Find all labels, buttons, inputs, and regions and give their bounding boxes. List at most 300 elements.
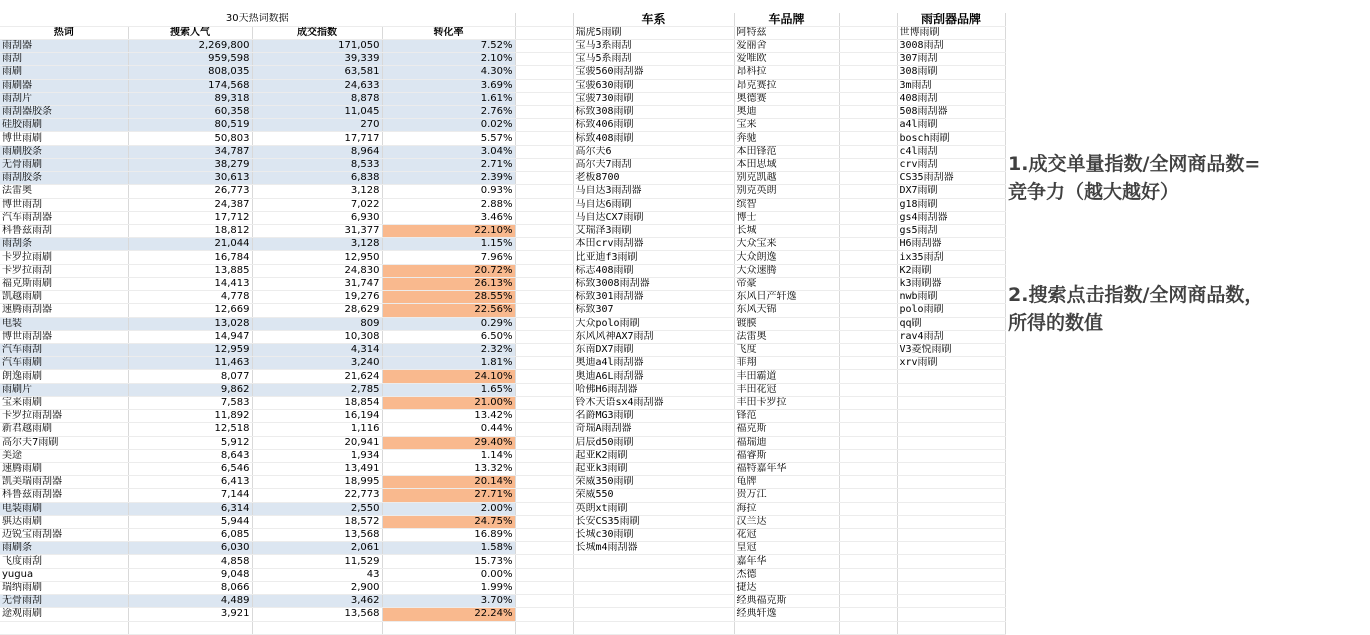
empty-cell[interactable] [515,66,573,79]
brand-cell[interactable]: 丰田霸道 [734,370,839,383]
empty-cell[interactable] [515,251,573,264]
rate-cell[interactable]: 5.57% [382,132,515,145]
empty-cell[interactable] [515,357,573,370]
series-cell[interactable]: 宝骏560雨刮器 [573,66,734,79]
empty-cell[interactable] [515,119,573,132]
empty-cell[interactable] [515,317,573,330]
deal-cell[interactable]: 16,194 [252,410,382,423]
rate-cell[interactable]: 22.56% [382,304,515,317]
empty-cell[interactable] [839,211,897,224]
search-cell[interactable]: 2,269,800 [128,39,252,52]
deal-cell[interactable]: 63,581 [252,66,382,79]
wiper-brand-cell[interactable]: rav4雨刮 [897,330,1005,343]
rate-cell[interactable]: 20.72% [382,264,515,277]
series-cell[interactable]: 标致301雨刮器 [573,291,734,304]
search-cell[interactable]: 6,546 [128,462,252,475]
brand-cell[interactable]: 福瑞迪 [734,436,839,449]
keyword-cell[interactable]: 速腾雨刷 [0,462,128,475]
rate-cell[interactable]: 1.15% [382,238,515,251]
deal-cell[interactable]: 809 [252,317,382,330]
rate-cell[interactable]: 2.00% [382,502,515,515]
rate-cell[interactable]: 1.99% [382,581,515,594]
empty-cell[interactable] [515,145,573,158]
keyword-cell[interactable]: 高尔夫7雨刷 [0,436,128,449]
brand-cell[interactable]: 经典福克斯 [734,595,839,608]
keyword-cell[interactable]: 汽车雨刮 [0,343,128,356]
search-cell[interactable]: 6,413 [128,476,252,489]
empty-cell[interactable] [839,370,897,383]
empty-cell[interactable] [515,79,573,92]
empty-cell[interactable] [839,26,897,39]
brand-cell[interactable]: 大众朗逸 [734,251,839,264]
keyword-cell[interactable]: yugua [0,568,128,581]
wiper-brand-header-cell[interactable]: 雨刮器品牌 [897,13,1005,26]
rate-cell[interactable]: 21.00% [382,396,515,409]
empty-cell[interactable] [897,383,1005,396]
search-cell[interactable]: 38,279 [128,158,252,171]
empty-cell[interactable] [515,92,573,105]
search-cell[interactable]: 13,885 [128,264,252,277]
empty-cell[interactable] [839,145,897,158]
deal-cell[interactable]: 8,964 [252,145,382,158]
search-cell[interactable]: 18,812 [128,225,252,238]
search-cell[interactable]: 6,030 [128,542,252,555]
rate-cell[interactable]: 3.04% [382,145,515,158]
search-cell[interactable]: 9,862 [128,383,252,396]
empty-cell[interactable] [515,330,573,343]
deal-cell[interactable]: 1,934 [252,449,382,462]
empty-cell[interactable] [839,238,897,251]
rate-cell[interactable]: 1.14% [382,449,515,462]
deal-cell[interactable]: 11,529 [252,555,382,568]
brand-cell[interactable]: 镀膜 [734,317,839,330]
search-cell[interactable]: 4,858 [128,555,252,568]
empty-cell[interactable] [897,595,1005,608]
series-cell[interactable]: 东南DX7雨刷 [573,343,734,356]
keyword-cell[interactable]: 硅胶雨刷 [0,119,128,132]
series-cell[interactable]: 铃木天语sx4雨刮器 [573,396,734,409]
empty-cell[interactable] [897,542,1005,555]
keyword-cell[interactable]: 新君越雨刷 [0,423,128,436]
empty-cell[interactable] [515,476,573,489]
empty-cell[interactable] [839,132,897,145]
empty-cell[interactable] [839,304,897,317]
search-cell[interactable]: 4,778 [128,291,252,304]
empty-cell[interactable] [839,264,897,277]
series-cell[interactable]: 艾瑞泽3雨刷 [573,225,734,238]
wiper-brand-cell[interactable]: 408雨刮 [897,92,1005,105]
empty-cell[interactable] [515,198,573,211]
deal-cell[interactable]: 1,116 [252,423,382,436]
brand-cell[interactable]: 飞度 [734,343,839,356]
series-cell[interactable]: 名爵MG3雨刷 [573,410,734,423]
empty-cell[interactable] [515,568,573,581]
empty-cell[interactable] [839,172,897,185]
search-cell[interactable]: 12,959 [128,343,252,356]
empty-cell[interactable] [515,383,573,396]
brand-cell[interactable]: 别克英朗 [734,185,839,198]
deal-cell[interactable]: 8,533 [252,158,382,171]
rate-cell[interactable]: 26.13% [382,277,515,290]
empty-cell[interactable] [839,621,897,634]
wiper-brand-cell[interactable]: c4l雨刮 [897,145,1005,158]
search-cell[interactable]: 8,066 [128,581,252,594]
empty-cell[interactable] [839,185,897,198]
search-cell[interactable]: 16,784 [128,251,252,264]
series-cell[interactable]: 标致308雨刷 [573,106,734,119]
rate-cell[interactable]: 2.76% [382,106,515,119]
wiper-brand-cell[interactable]: polo雨刷 [897,304,1005,317]
empty-cell[interactable] [515,304,573,317]
brand-cell[interactable]: 福特嘉年华 [734,462,839,475]
series-cell[interactable]: 马自达3雨刮器 [573,185,734,198]
brand-cell[interactable]: 缤智 [734,198,839,211]
keyword-cell[interactable]: 瑞纳雨刷 [0,581,128,594]
empty-cell[interactable] [515,132,573,145]
empty-cell[interactable] [897,608,1005,621]
rate-cell[interactable]: 20.14% [382,476,515,489]
series-cell[interactable]: 马自达6雨刷 [573,198,734,211]
column-header-cell[interactable]: 搜索人气 [128,26,252,39]
keyword-cell[interactable]: 博世雨刮 [0,198,128,211]
brand-cell[interactable]: 本田思域 [734,158,839,171]
series-cell[interactable]: 起亚K2雨刷 [573,449,734,462]
brand-cell[interactable]: 法雷奥 [734,330,839,343]
empty-cell[interactable] [839,449,897,462]
empty-cell[interactable] [734,621,839,634]
empty-cell[interactable] [839,92,897,105]
empty-cell[interactable] [839,410,897,423]
empty-cell[interactable] [128,621,252,634]
empty-cell[interactable] [897,476,1005,489]
series-cell[interactable]: 长城m4雨刮器 [573,542,734,555]
rate-cell[interactable]: 1.65% [382,383,515,396]
brand-cell[interactable]: 皇冠 [734,542,839,555]
empty-cell[interactable] [515,343,573,356]
brand-cell[interactable]: 大众宝来 [734,238,839,251]
deal-cell[interactable]: 18,995 [252,476,382,489]
keyword-cell[interactable]: 无骨雨刮 [0,595,128,608]
brand-cell[interactable]: 龟牌 [734,476,839,489]
empty-cell[interactable] [252,621,382,634]
empty-cell[interactable] [515,502,573,515]
empty-cell[interactable] [515,621,573,634]
empty-cell[interactable] [839,343,897,356]
brand-cell[interactable]: 嘉年华 [734,555,839,568]
search-cell[interactable]: 80,519 [128,119,252,132]
rate-cell[interactable]: 2.39% [382,172,515,185]
search-cell[interactable]: 30,613 [128,172,252,185]
brand-cell[interactable]: 花冠 [734,529,839,542]
wiper-brand-cell[interactable]: k3雨刷器 [897,277,1005,290]
rate-cell[interactable]: 2.88% [382,198,515,211]
keyword-cell[interactable]: 雨刷条 [0,542,128,555]
series-cell[interactable]: 荣威350雨刷 [573,476,734,489]
empty-cell[interactable] [839,436,897,449]
empty-cell[interactable] [897,502,1005,515]
empty-cell[interactable] [839,396,897,409]
empty-cell[interactable] [515,277,573,290]
empty-cell[interactable] [573,621,734,634]
series-cell[interactable]: 马自达CX7雨刷 [573,211,734,224]
deal-cell[interactable]: 13,491 [252,462,382,475]
empty-cell[interactable] [839,595,897,608]
brand-cell[interactable]: 锋范 [734,410,839,423]
deal-cell[interactable]: 2,550 [252,502,382,515]
empty-cell[interactable] [515,581,573,594]
rate-cell[interactable]: 27.71% [382,489,515,502]
brand-cell[interactable]: 博士 [734,211,839,224]
empty-cell[interactable] [515,410,573,423]
search-cell[interactable]: 8,077 [128,370,252,383]
search-cell[interactable]: 7,583 [128,396,252,409]
wiper-brand-cell[interactable]: ix35雨刮 [897,251,1005,264]
deal-cell[interactable]: 6,930 [252,211,382,224]
deal-cell[interactable]: 3,128 [252,185,382,198]
empty-cell[interactable] [839,39,897,52]
rate-cell[interactable]: 7.52% [382,39,515,52]
empty-cell[interactable] [515,291,573,304]
keyword-cell[interactable]: 美途 [0,449,128,462]
wiper-brand-cell[interactable]: 308雨刷 [897,66,1005,79]
empty-cell[interactable] [839,423,897,436]
empty-cell[interactable] [573,555,734,568]
rate-cell[interactable]: 24.75% [382,515,515,528]
empty-cell[interactable] [839,383,897,396]
search-cell[interactable]: 13,028 [128,317,252,330]
series-cell[interactable]: 东风风神AX7雨刮 [573,330,734,343]
wiper-brand-cell[interactable]: K2雨刷 [897,264,1005,277]
series-cell[interactable]: 比亚迪f3雨刷 [573,251,734,264]
keyword-cell[interactable]: 凯美瑞雨刮器 [0,476,128,489]
series-cell[interactable]: 宝骏730雨刷 [573,92,734,105]
series-cell[interactable]: 宝骏630雨刷 [573,79,734,92]
brand-cell[interactable]: 东风日产轩逸 [734,291,839,304]
deal-cell[interactable]: 10,308 [252,330,382,343]
empty-cell[interactable] [897,436,1005,449]
empty-cell[interactable] [515,555,573,568]
brand-cell[interactable]: 昂科拉 [734,66,839,79]
deal-cell[interactable]: 31,377 [252,225,382,238]
keyword-cell[interactable]: 凯越雨刷 [0,291,128,304]
keyword-cell[interactable]: 卡罗拉雨刮 [0,264,128,277]
search-cell[interactable]: 21,044 [128,238,252,251]
keyword-cell[interactable]: 雨刮器 [0,39,128,52]
keyword-cell[interactable]: 电装 [0,317,128,330]
brand-cell[interactable]: 奥迪 [734,106,839,119]
deal-cell[interactable]: 3,462 [252,595,382,608]
keyword-cell[interactable]: 科鲁兹雨刮器 [0,489,128,502]
empty-cell[interactable] [515,529,573,542]
series-cell[interactable]: 奥迪a4l雨刮器 [573,357,734,370]
empty-cell[interactable] [515,106,573,119]
brand-cell[interactable]: 东风天锦 [734,304,839,317]
deal-cell[interactable]: 3,240 [252,357,382,370]
search-cell[interactable]: 6,314 [128,502,252,515]
rate-cell[interactable]: 3.69% [382,79,515,92]
keyword-cell[interactable]: 雨刮条 [0,238,128,251]
empty-cell[interactable] [515,264,573,277]
brand-cell[interactable]: 阿特兹 [734,26,839,39]
empty-cell[interactable] [515,370,573,383]
empty-cell[interactable] [839,66,897,79]
series-cell[interactable]: 长城c30雨刷 [573,529,734,542]
keyword-cell[interactable]: 雨刮片 [0,92,128,105]
rate-cell[interactable]: 1.61% [382,92,515,105]
wiper-brand-cell[interactable]: 508雨刮器 [897,106,1005,119]
keyword-cell[interactable]: 速腾雨刮器 [0,304,128,317]
empty-cell[interactable] [839,542,897,555]
brand-header-cell[interactable]: 车品牌 [734,13,839,26]
keyword-cell[interactable]: 汽车雨刷 [0,357,128,370]
keyword-cell[interactable]: 宝来雨刷 [0,396,128,409]
wiper-brand-cell[interactable]: a4l雨刷 [897,119,1005,132]
brand-cell[interactable]: 菲翔 [734,357,839,370]
empty-cell[interactable] [839,106,897,119]
keyword-cell[interactable]: 雨刷 [0,66,128,79]
search-cell[interactable]: 12,518 [128,423,252,436]
empty-cell[interactable] [897,489,1005,502]
keyword-cell[interactable]: 汽车雨刮器 [0,211,128,224]
empty-cell[interactable] [515,436,573,449]
rate-cell[interactable]: 13.42% [382,410,515,423]
wiper-brand-cell[interactable]: crv雨刮 [897,158,1005,171]
search-cell[interactable]: 14,413 [128,277,252,290]
brand-cell[interactable]: 爱唯欧 [734,53,839,66]
deal-cell[interactable]: 43 [252,568,382,581]
brand-cell[interactable]: 昂克赛拉 [734,79,839,92]
empty-cell[interactable] [839,53,897,66]
brand-cell[interactable]: 爱丽舍 [734,39,839,52]
rate-cell[interactable]: 0.93% [382,185,515,198]
deal-cell[interactable]: 270 [252,119,382,132]
wiper-brand-cell[interactable]: qq刷 [897,317,1005,330]
search-cell[interactable]: 959,598 [128,53,252,66]
empty-cell[interactable] [839,79,897,92]
deal-cell[interactable]: 39,339 [252,53,382,66]
empty-cell[interactable] [839,158,897,171]
empty-cell[interactable] [515,423,573,436]
wiper-brand-cell[interactable]: 世博雨刷 [897,26,1005,39]
empty-cell[interactable] [0,621,128,634]
brand-cell[interactable]: 贵万江 [734,489,839,502]
deal-cell[interactable]: 19,276 [252,291,382,304]
column-header-cell[interactable]: 成交指数 [252,26,382,39]
deal-cell[interactable]: 13,568 [252,529,382,542]
search-cell[interactable]: 24,387 [128,198,252,211]
rate-cell[interactable]: 1.58% [382,542,515,555]
search-cell[interactable]: 14,947 [128,330,252,343]
keyword-cell[interactable]: 法雷奥 [0,185,128,198]
deal-cell[interactable]: 11,045 [252,106,382,119]
search-cell[interactable]: 50,803 [128,132,252,145]
keyword-cell[interactable]: 无骨雨刷 [0,158,128,171]
series-cell[interactable]: 宝马3系雨刮 [573,39,734,52]
deal-cell[interactable]: 2,785 [252,383,382,396]
brand-cell[interactable]: 宝来 [734,119,839,132]
rate-cell[interactable]: 22.10% [382,225,515,238]
wiper-brand-cell[interactable]: 3m雨刮 [897,79,1005,92]
empty-cell[interactable] [573,595,734,608]
deal-cell[interactable]: 6,838 [252,172,382,185]
column-header-cell[interactable]: 转化率 [382,26,515,39]
wiper-brand-cell[interactable]: 3008雨刮 [897,39,1005,52]
brand-cell[interactable]: 杰德 [734,568,839,581]
series-cell[interactable]: 荣威550 [573,489,734,502]
empty-cell[interactable] [839,119,897,132]
deal-cell[interactable]: 2,061 [252,542,382,555]
search-cell[interactable]: 4,489 [128,595,252,608]
empty-cell[interactable] [897,462,1005,475]
rate-cell[interactable]: 13.32% [382,462,515,475]
empty-cell[interactable] [897,515,1005,528]
wiper-brand-cell[interactable]: gs5雨刮 [897,225,1005,238]
rate-cell[interactable]: 6.50% [382,330,515,343]
rate-cell[interactable]: 29.40% [382,436,515,449]
keyword-cell[interactable]: 雨刮器胶条 [0,106,128,119]
search-cell[interactable]: 89,318 [128,92,252,105]
search-cell[interactable]: 808,035 [128,66,252,79]
keyword-cell[interactable]: 科鲁兹雨刮 [0,225,128,238]
empty-cell[interactable] [839,462,897,475]
search-cell[interactable]: 5,944 [128,515,252,528]
wiper-brand-cell[interactable]: bosch雨刷 [897,132,1005,145]
keyword-cell[interactable]: 雨刮 [0,53,128,66]
empty-cell[interactable] [515,489,573,502]
search-cell[interactable]: 174,568 [128,79,252,92]
empty-cell[interactable] [897,423,1005,436]
wiper-brand-cell[interactable]: g18雨刷 [897,198,1005,211]
wiper-brand-cell[interactable]: gs4雨刮器 [897,211,1005,224]
empty-cell[interactable] [897,410,1005,423]
series-cell[interactable]: 大众polo雨刷 [573,317,734,330]
brand-cell[interactable]: 奔驰 [734,132,839,145]
wiper-brand-cell[interactable]: DX7雨刷 [897,185,1005,198]
series-cell[interactable]: 本田crv雨刮器 [573,238,734,251]
series-cell[interactable]: 长安CS35雨刷 [573,515,734,528]
deal-cell[interactable]: 13,568 [252,608,382,621]
empty-cell[interactable] [515,608,573,621]
brand-cell[interactable]: 别克凯越 [734,172,839,185]
brand-cell[interactable]: 帝豪 [734,277,839,290]
empty-cell[interactable] [839,515,897,528]
keyword-cell[interactable]: 雨刷胶条 [0,145,128,158]
empty-cell[interactable] [515,225,573,238]
empty-cell[interactable] [515,449,573,462]
rate-cell[interactable]: 0.44% [382,423,515,436]
search-cell[interactable]: 11,892 [128,410,252,423]
deal-cell[interactable]: 24,633 [252,79,382,92]
empty-cell[interactable] [839,225,897,238]
empty-cell[interactable] [515,185,573,198]
deal-cell[interactable]: 20,941 [252,436,382,449]
empty-cell[interactable] [897,581,1005,594]
rate-cell[interactable]: 16.89% [382,529,515,542]
empty-cell[interactable] [839,357,897,370]
empty-cell[interactable] [839,568,897,581]
keyword-cell[interactable]: 福克斯雨刷 [0,277,128,290]
empty-cell[interactable] [839,476,897,489]
empty-cell[interactable] [515,26,573,39]
series-cell[interactable]: 瑞虎5雨刷 [573,26,734,39]
keyword-cell[interactable]: 骐达雨刷 [0,515,128,528]
empty-cell[interactable] [839,581,897,594]
rate-cell[interactable]: 15.73% [382,555,515,568]
series-cell[interactable]: 奇瑞A雨刮器 [573,423,734,436]
series-cell[interactable]: 奥迪A6L雨刮器 [573,370,734,383]
empty-cell[interactable] [839,330,897,343]
empty-cell[interactable] [897,568,1005,581]
